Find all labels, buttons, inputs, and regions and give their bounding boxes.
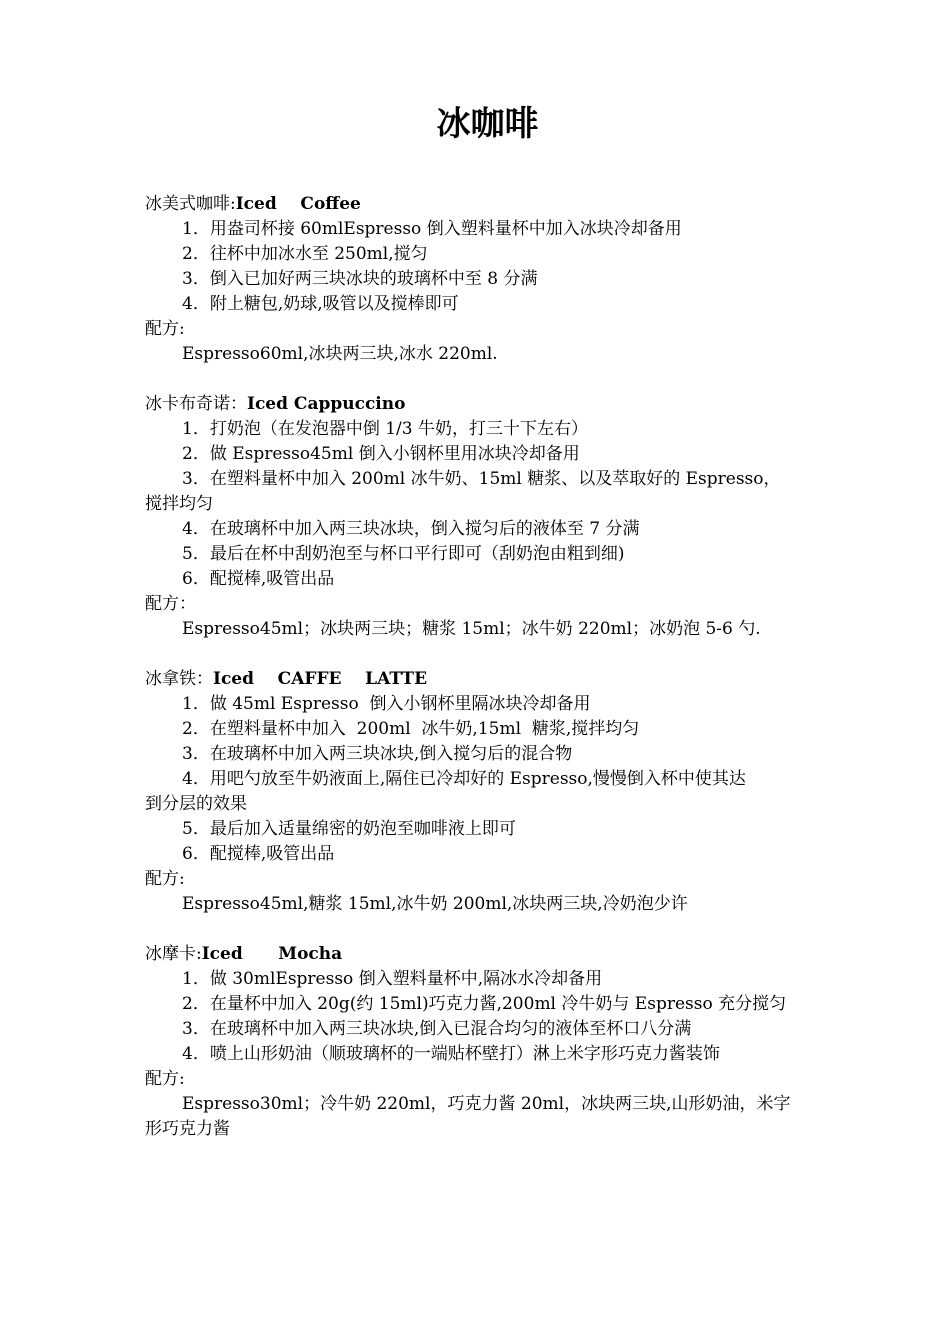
recipe-label: 配方: — [145, 869, 185, 889]
section-iced-caffe-latte — [145, 667, 810, 917]
step: 2．在塑料量杯中加入 200ml 冰牛奶,15ml 糖浆,搅拌均匀 — [182, 719, 640, 739]
step: 3．倒入已加好两三块冰块的玻璃杯中至 8 分满 — [182, 269, 538, 289]
recipe-line: Espresso60ml,冰块两三块,冰水 220ml. — [182, 344, 498, 364]
step: 3．在塑料量杯中加入 200ml 冰牛奶、15ml 糖浆、以及萃取好的 Espresso， — [182, 469, 781, 489]
recipe-label: 配方: — [145, 1069, 185, 1089]
recipe-line: 形巧克力酱 — [145, 1119, 230, 1139]
heading-en: Iced CAFFE LATTE — [213, 669, 428, 689]
heading-cn: 冰拿铁： — [145, 669, 213, 689]
heading-cn: 冰卡布奇诺： — [145, 394, 247, 414]
spacer — [145, 367, 810, 392]
step: 4．用吧勺放至牛奶液面上,隔住已冷却好的 Espresso,慢慢倒入杯中使其达 — [182, 769, 746, 789]
section-heading — [145, 942, 810, 967]
step: 6．配搅棒,吸管出品 — [182, 844, 335, 864]
step: 3．在玻璃杯中加入两三块冰块,倒入搅匀后的混合物 — [182, 744, 573, 764]
document-page — [145, 100, 810, 1142]
heading-en: Iced Cappuccino — [247, 394, 406, 414]
recipe-label: 配方: — [145, 319, 185, 339]
heading-en: Iced Mocha — [201, 944, 343, 964]
step: 5．最后在杯中刮奶泡至与杯口平行即可（刮奶泡由粗到细) — [182, 544, 625, 564]
step: 1．做 30mlEspresso 倒入塑料量杯中,隔冰水冷却备用 — [182, 969, 603, 989]
section-heading — [145, 667, 810, 692]
step-continuation: 搅拌均匀 — [145, 494, 213, 514]
spacer — [145, 148, 810, 192]
recipe-label: 配方： — [145, 594, 196, 614]
step: 3．在玻璃杯中加入两三块冰块,倒入已混合均匀的液体至杯口八分满 — [182, 1019, 692, 1039]
step: 1．用盎司杯接 60mlEspresso 倒入塑料量杯中加入冰块冷却备用 — [182, 219, 682, 239]
spacer — [145, 917, 810, 942]
recipe-line: Espresso45ml；冰块两三块；糖浆 15ml；冰牛奶 220ml；冰奶泡 5-6 勺. — [182, 619, 761, 639]
spacer — [145, 642, 810, 667]
section-iced-coffee — [145, 192, 810, 367]
step-continuation: 到分层的效果 — [145, 794, 247, 814]
section-heading — [145, 392, 810, 417]
section-heading — [145, 192, 810, 217]
recipe-line: Espresso30ml；冷牛奶 220ml，巧克力酱 20ml，冰块两三块,山形奶油，米字 — [182, 1094, 791, 1114]
section-iced-mocha — [145, 942, 810, 1142]
step: 2．做 Espresso45ml 倒入小钢杯里用冰块冷却备用 — [182, 444, 580, 464]
heading-en: Iced Coffee — [235, 194, 361, 214]
step: 1．打奶泡（在发泡器中倒 1/3 牛奶，打三十下左右） — [182, 419, 588, 439]
section-iced-cappuccino — [145, 392, 810, 642]
recipe-line: Espresso45ml,糖浆 15ml,冰牛奶 200ml,冰块两三块,冷奶泡少许 — [182, 894, 688, 914]
step: 2．往杯中加冰水至 250ml,搅匀 — [182, 244, 428, 264]
heading-cn: 冰摩卡: — [145, 944, 202, 964]
page-title: 冰咖啡 — [436, 104, 539, 144]
step: 2．在量杯中加入 20g(约 15ml)巧克力酱,200ml 冷牛奶与 Espresso 充分搅匀 — [182, 994, 787, 1014]
step: 4．在玻璃杯中加入两三块冰块，倒入搅匀后的液体至 7 分满 — [182, 519, 640, 539]
heading-cn: 冰美式咖啡: — [145, 194, 236, 214]
step: 4．附上糖包,奶球,吸管以及搅棒即可 — [182, 294, 459, 314]
step: 4．喷上山形奶油（顺玻璃杯的一端贴杯壁打）淋上米字形巧克力酱装饰 — [182, 1044, 720, 1064]
step: 6．配搅棒,吸管出品 — [182, 569, 335, 589]
step: 5．最后加入适量绵密的奶泡至咖啡液上即可 — [182, 819, 516, 839]
step: 1．做 45ml Espresso 倒入小钢杯里隔冰块冷却备用 — [182, 694, 591, 714]
